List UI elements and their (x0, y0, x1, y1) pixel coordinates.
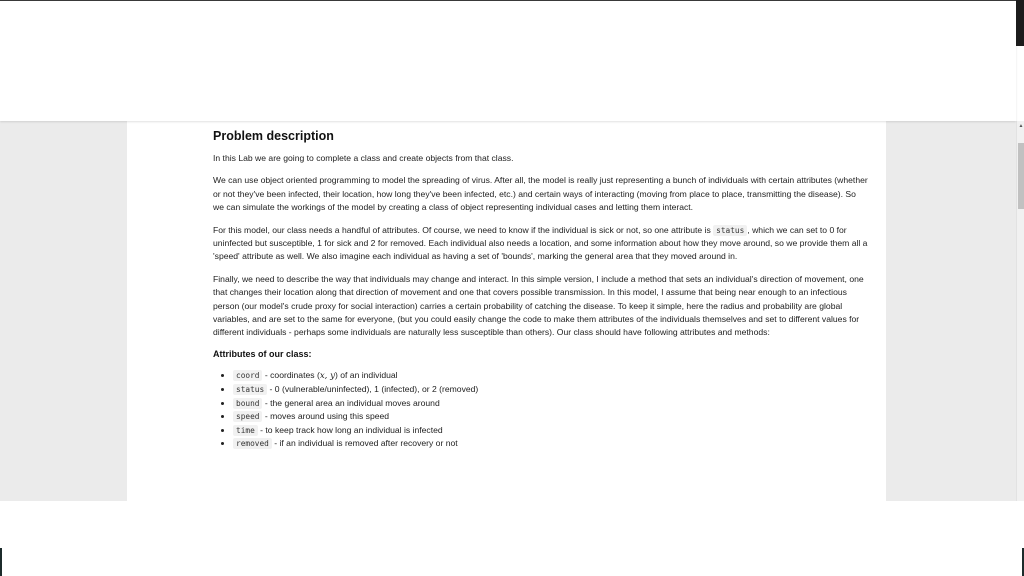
top-blank-area (0, 1, 1016, 121)
attribute-desc: - 0 (vulnerable/uninfected), 1 (infected), or 2 (removed) (267, 384, 479, 395)
window-edge (0, 548, 2, 576)
attribute-code: coord (233, 370, 262, 381)
attribute-desc: - coordinates ( (262, 369, 320, 380)
attribute-desc: - to keep track how long an individual is infected (257, 424, 443, 435)
attribute-code: speed (233, 411, 262, 422)
attributes-list (213, 369, 869, 450)
list-item (233, 397, 869, 410)
window-edge (1016, 0, 1024, 46)
attribute-desc: - the general area an individual moves around (262, 397, 440, 408)
list-item (233, 383, 869, 396)
scrollbar-thumb[interactable] (1018, 143, 1024, 209)
list-item (233, 369, 869, 383)
list-item (233, 410, 869, 423)
status-code: status (713, 225, 747, 236)
attribute-code: status (233, 384, 267, 395)
list-item (233, 437, 869, 450)
attributes-paragraph (213, 224, 869, 264)
attribute-desc-end: ) of an individual (334, 369, 398, 380)
bottom-blank-area (0, 501, 1024, 576)
attribute-code: removed (233, 438, 272, 449)
oop-paragraph: We can use object oriented programming to model the spreading of virus. After all, the model is really just representing a bunch of individuals with certain attributes (whether or not they've been infected, their location, how long they've been infected, etc.) and certain ways of interacting (moving from place to place, transmitting the disease). So we can simulate the workings of the model by creating a class of object representing individual cases and letting them interact. (213, 175, 868, 213)
para3-text-b: , which we can set to 0 for uninfected but susceptible, 1 for sick and 2 for removed. Each individual also needs a location, and some information about how they move around, so we provide them all a 'speed' attribute as well. We also imagine each individual as having a set of 'bounds', marking the general area that they moved around in. (213, 224, 868, 262)
attributes-heading: Attributes of our class: (213, 348, 312, 359)
list-item (233, 424, 869, 437)
page-title: Problem description (213, 129, 334, 143)
methods-paragraph: Finally, we need to describe the way that individuals may change and interact. In this simple version, I include a method that sets an individual's direction of movement, one that changes their location along that direction of movement and one that covers possible transmission. In this model, I assume that being near enough to an infectious person (our model's crude proxy for social interaction) carries a certain probability of catching the disease. To keep it simple, here the radius and probability are global variables, and are set to the same for everyone, (but you could easily change the code to make them attributes of the individuals themselves and set to different values for different individuals - perhaps some individuals are naturally less susceptible than others). Our class should have following attributes and methods: (213, 273, 864, 338)
intro-paragraph: In this Lab we are going to complete a class and create objects from that class. (213, 153, 514, 163)
attribute-desc: - moves around using this speed (262, 411, 390, 422)
vertical-scrollbar[interactable] (1016, 121, 1024, 501)
attribute-math: x, y (319, 370, 335, 381)
attribute-code: bound (233, 398, 262, 409)
scroll-up-arrow-icon[interactable]: ▲ (1018, 123, 1024, 129)
para3-text-a: For this model, our class needs a handful of attributes. Of course, we need to know if the individual is sick or not, so one attribute is (213, 224, 714, 235)
document-content (213, 129, 869, 450)
document-page (127, 121, 886, 501)
attribute-desc: - if an individual is removed after recovery or not (271, 437, 458, 448)
attribute-code: time (233, 425, 258, 436)
